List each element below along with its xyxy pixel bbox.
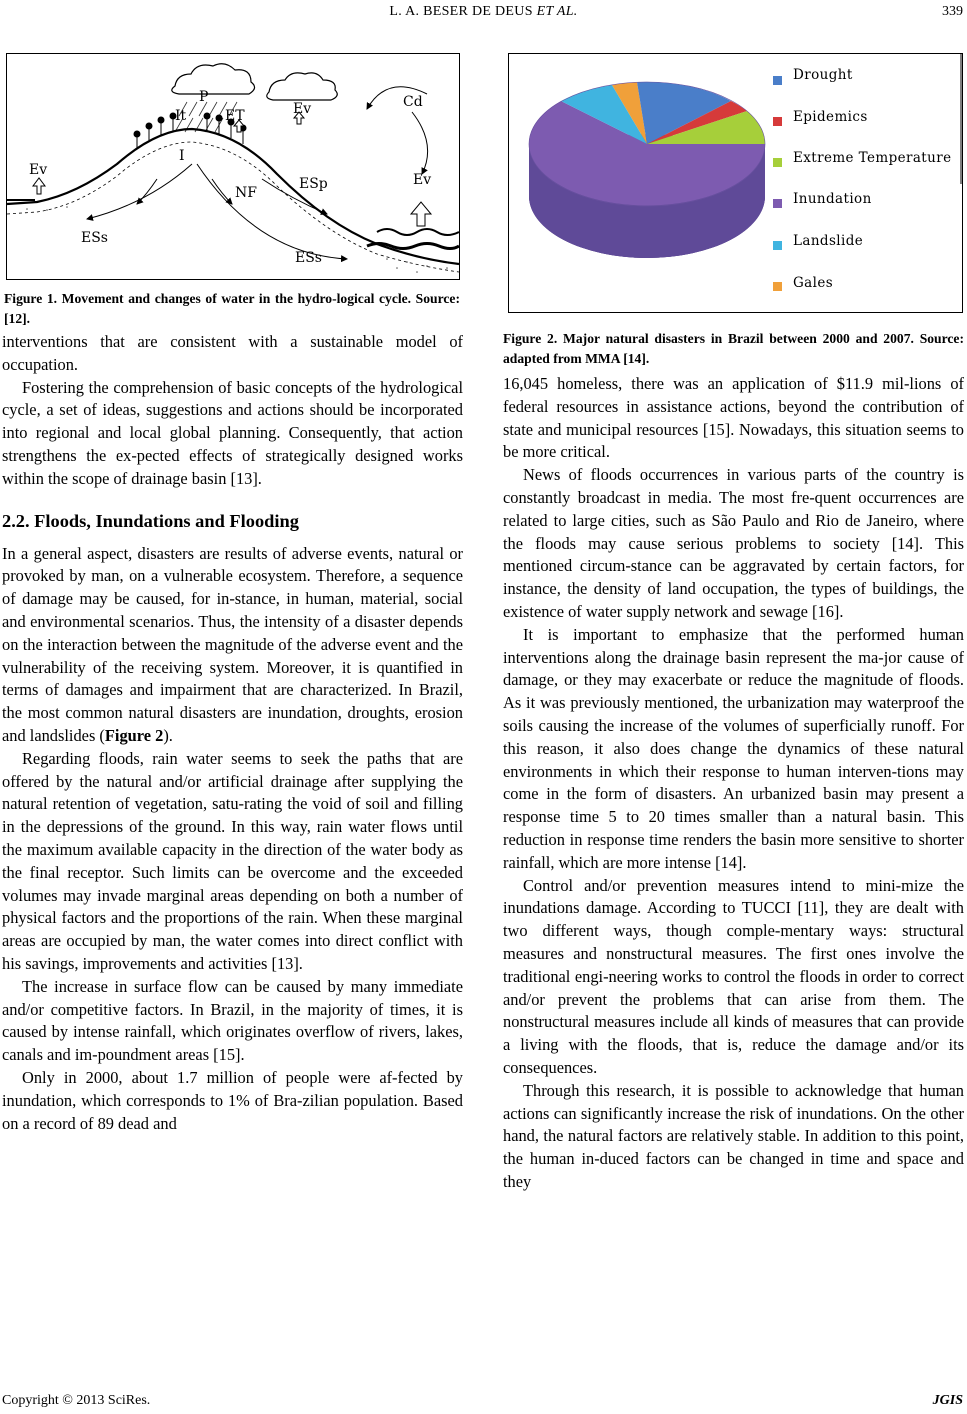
hydrological-cycle-diagram — [7, 54, 459, 279]
legend-swatch-inundation — [773, 199, 782, 208]
right-column — [503, 373, 964, 1194]
legend-swatch-epidemics — [773, 117, 782, 126]
legend-label-landslide: Landslide — [793, 233, 864, 249]
label-ESs-left: ESs — [81, 230, 108, 246]
legend-swatch-extreme-temperature — [773, 158, 782, 167]
figure-1-caption: Figure 1. Movement and changes of water in the hydro-logical cycle. Source: [12]. — [4, 291, 460, 326]
hill-outline — [7, 129, 459, 264]
paragraph-text: In a general aspect, disasters are results of adverse events, natural or provoked by man, on a vulnerable ecosystem. Therefore, a sequence of damage may be caused, for in-stance, in human, material, social and environmental scenarios. Thus, the intensity of a disaster depends on the interaction between the magnitude of the adverse event and the vulnerability of the receiving system. Moreover, it is quantified in terms of damages and impairment that are characterized. In Brazil, the most common natural disasters are inundation, droughts, erosion and landslides ( — [2, 543, 463, 745]
paragraph: Fostering the comprehension of basic concepts of the hydrological cycle, a set of ideas, suggestions and actions should be incorporated into regional and local global planning. Consequently, that action strengthens the ex-pected effects of strategically designed works within the scope of drainage basin [13]. — [2, 377, 463, 488]
label-Cd: Cd — [403, 94, 423, 110]
paragraph: News of floods occurrences in various parts of the country is constantly broadcast in media. The most fre-quent occurrences are related to large cities, such as São Paulo and Rio de Janeiro, where the floods may cause serious problems to society [14]. This mentioned circum-stance can be aggravated by certain factors, for instance, the density of land occupation, the types of buildings, the existence of water supply network and sewage [16]. — [503, 465, 964, 621]
label-Ev-left: Ev — [29, 162, 48, 178]
figure-2-disasters-pie — [508, 53, 963, 313]
figure-2-caption: Figure 2. Major natural disasters in Brazil between 2000 and 2007. Source: adapted from MMA [14]. — [503, 331, 964, 366]
paragraph: Control and/or prevention measures intend to mini-mize the inundations damage. According to TUCCI [11], they are dealt with two different ways, though comple-mentary ways: structural measures and nonstructural measures. The first ones involve the traditional engi-neering works to control the floods in order to correct and/or prevent the problems that can arise from them. The nonstructural measures include all kinds of measures that can provide a living with the floods, that is, reduce the damage and/or its consequences. — [503, 875, 964, 1077]
legend-label-inundation: Inundation — [793, 191, 872, 207]
paragraph-text-end: ). — [163, 725, 173, 745]
legend-label-drought: Drought — [793, 67, 853, 83]
paragraph — [2, 543, 463, 748]
evaporation-arrows — [33, 112, 431, 226]
paragraph: Regarding floods, rain water seems to seek the paths that are offered by the natural and/or artificial drainage after supplying the natural retention of vegetation, satu-rating the void of soil and filling in the depressions of the ground. In this way, rain water flows until the maximum available capacity in the direction of the water body as the final receptor. Such limits can be overcome and the exceeded volumes may invade marginal areas depending on both a number of physical factors and the proportions of the rain. When these marginal areas are occupied by man, the water comes into direct conflict with his savings, improvements and activities [13]. — [2, 748, 463, 973]
label-ESp: ESp — [299, 176, 328, 192]
label-I: I — [179, 148, 185, 164]
page-number: 339 — [942, 4, 963, 19]
legend-label-extreme-temperature: Extreme Temperature — [793, 150, 952, 166]
rain-cloud-right — [267, 73, 338, 100]
paragraph: Only in 2000, about 1.7 million of people were af-fected by inundation, which corresponds to 1% of Bra-zilian population. Based on a record of 89 dead and — [2, 1067, 463, 1133]
legend-label-gales: Gales — [793, 275, 834, 291]
journal-name: JGIS — [932, 1393, 963, 1408]
paragraph: 16,045 homeless, there was an application of $11.9 mil-lions of federal resources in assistance actions, beyond the contribution of state and municipal resources [15]. Nowadays, this situation seems to be more critical. — [503, 374, 964, 462]
rain-cloud-left — [172, 64, 255, 94]
legend-label-epidemics: Epidemics — [793, 109, 868, 125]
left-column — [2, 331, 463, 1135]
paragraph: The increase in surface flow can be caused by many immediate and/or competitive factors. In Brazil, in the majority of times, it is caused by intense rainfall, which originates overflow of rivers, lakes, canals and im-poundment areas [15]. — [2, 976, 463, 1065]
authors-etal: ET AL. — [536, 4, 578, 19]
label-It: It — [175, 108, 187, 124]
running-head-authors — [0, 4, 967, 20]
legend-swatch-drought — [773, 76, 782, 85]
paragraph: It is important to emphasize that the performed human interventions along the drainage basin represent the ma-jor cause of damage, or they may exacerbate or reduce the magnitude of floods. As it was previously mentioned, the urbanization may waterproof the soils causing the increase of the volumes of superficially runoff. For this reason, it also does change the dynamics of these natural environments in which their response to human interven-tions may come in the form of disasters. An urbanized basin may present a response time 5 to 20 times smaller than a natural basin. This reduction in response time renders the basin more sensitive to shorter rainfall, which are more intense [14]. — [503, 624, 964, 872]
label-Ev-top: Ev — [293, 101, 312, 117]
legend-swatch-gales — [773, 282, 782, 291]
figure-1-hydrological-cycle — [6, 53, 460, 280]
paragraph: interventions that are consistent with a sustainable model of occupation. — [2, 332, 463, 374]
legend-swatch-landslide — [773, 241, 782, 250]
figure-2-reference[interactable]: Figure 2 — [104, 725, 164, 745]
copyright-notice: Copyright © 2013 SciRes. — [2, 1393, 151, 1408]
pie-chart — [509, 54, 962, 312]
label-ESs-bottom: ESs — [295, 250, 322, 266]
label-Ev-right: Ev — [413, 172, 432, 188]
water-body — [377, 229, 459, 235]
paragraph: Through this research, it is possible to acknowledge that human actions can significantly increase the risk of inundations. On the other hand, the natural factors are relatively stable. In addition to this point, the human in-duced factors can be changed in time and space and they — [503, 1080, 964, 1191]
label-P: P — [199, 89, 209, 105]
label-ET: ET — [225, 108, 245, 124]
label-NF: NF — [235, 185, 257, 201]
section-heading: 2.2. Floods, Inundations and Flooding — [2, 510, 299, 531]
authors-text: L. A. BESER DE DEUS — [389, 4, 533, 19]
page-header — [0, 2, 967, 22]
flow-arrows — [87, 87, 428, 259]
